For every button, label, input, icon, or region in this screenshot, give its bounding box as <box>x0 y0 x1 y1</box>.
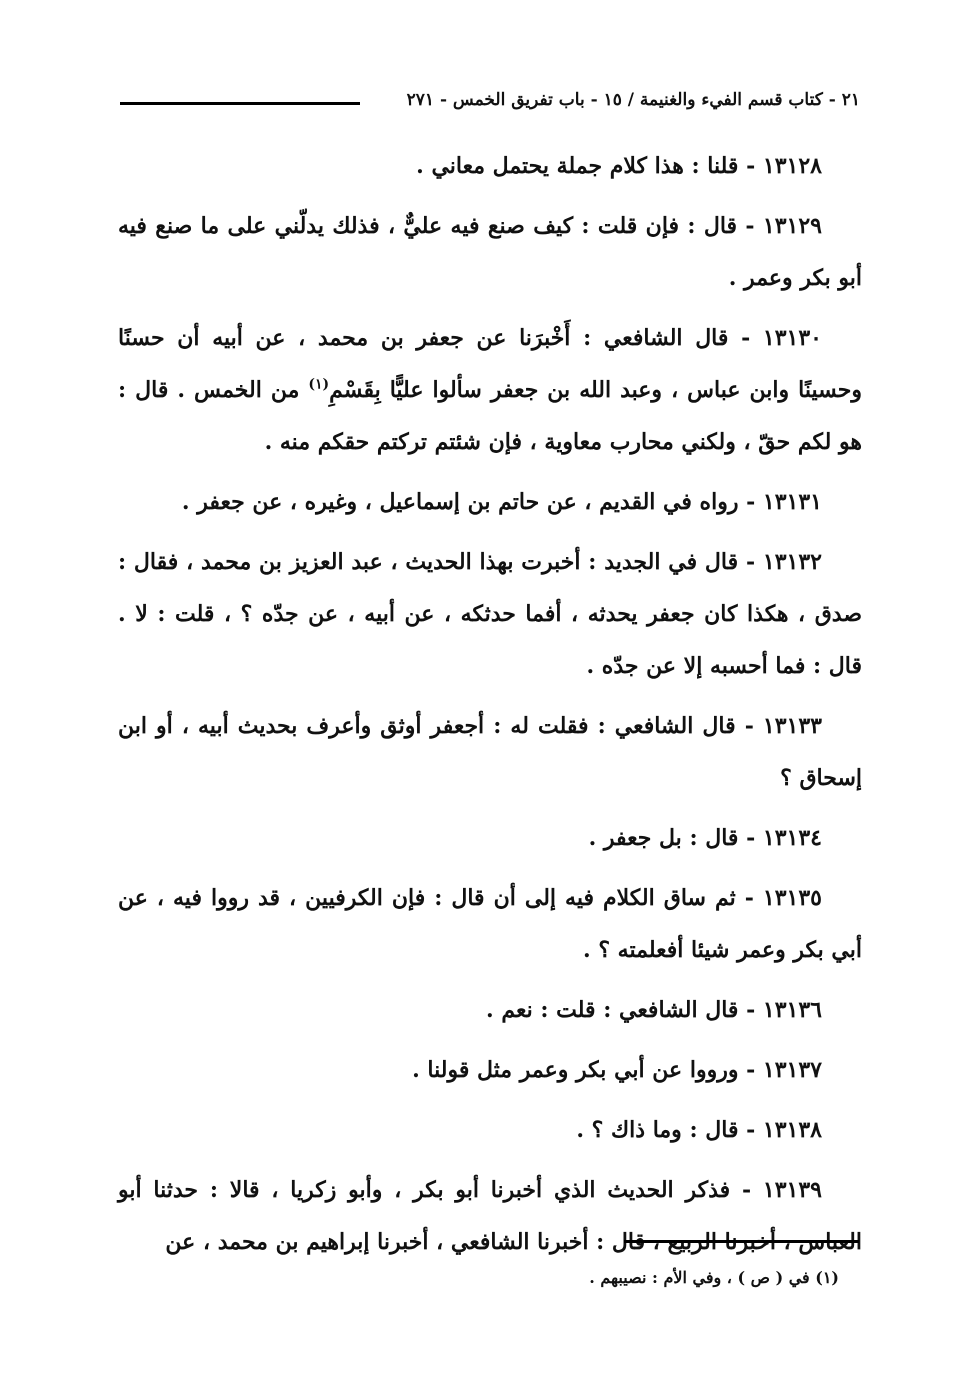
footnote: (١) في ( ص ) ، وفي الأم : نصيبهم . <box>589 1268 839 1287</box>
paragraph-13138: ١٣١٣٨ - قال : وما ذاك ؟ . <box>576 1117 822 1143</box>
paragraph-13130 <box>118 312 862 468</box>
paragraph-13128: ١٣١٢٨ - قلنا : هذا كلام جملة يحتمل معاني . <box>416 153 822 179</box>
footnote-reference: (١) <box>308 376 330 393</box>
footnote-rule <box>624 1240 859 1243</box>
paragraph-13134: ١٣١٣٤ - قال : بل جعفر . <box>588 825 822 851</box>
main-text <box>118 140 862 1276</box>
paragraph-13129: ١٣١٢٩ - قال : فإن قلت : كيف صنع فيه عليٌّ ، فذلك يدلّني على ما صنع فيه أبو بكر وعمر . <box>118 213 862 291</box>
running-header <box>120 86 860 114</box>
paragraph-13130-part2: من الخمس . قال : هو لكم حقّ ، ولكني محارب معاوية ، فإن شئتم تركتم حقكم منه . <box>118 377 862 455</box>
paragraph-13133: ١٣١٣٣ - قال الشافعي : فقلت له : أجعفر أوثق وأعرف بحديث أبيه ، أو ابن إسحاق ؟ <box>118 713 862 791</box>
paragraph-13131: ١٣١٣١ - رواه في القديم ، عن حاتم بن إسماعيل ، وغيره ، عن جعفر . <box>181 489 822 515</box>
paragraph-13135: ١٣١٣٥ - ثم ساق الكلام فيه إلى أن قال : فإن الكرفيين ، قد رووا فيه ، عن أبي بكر وعمر شيئا أفعلمته ؟ . <box>118 885 862 963</box>
paragraph-13130-part1: ١٣١٣٠ - قال الشافعي : أَخْبرَنا عن جعفر بن محمد ، عن أبيه أن حسنًا وحسينًا وابن عباس ، وعبد الله بن جعفر سألوا عليًّا بِقَسْمِ <box>118 325 862 403</box>
paragraph-13136: ١٣١٣٦ - قال الشافعي : قلت : نعم . <box>486 997 822 1023</box>
running-title: ٢١ - كتاب قسم الفيء والغنيمة / ١٥ - باب تفريق الخمس - ٢٧١ <box>406 90 860 110</box>
paragraph-13139: ١٣١٣٩ - فذكر الحديث الذي أخبرنا أبو بكر ، وأبو زكريا ، قالا : حدثنا أبو العباس ، أخبرنا الربيع ، قال : أخبرنا الشافعي ، أخبرنا إبراهيم بن محمد ، عن <box>118 1177 862 1255</box>
paragraph-13137: ١٣١٣٧ - ورووا عن أبي بكر وعمر مثل قولنا . <box>412 1057 822 1083</box>
paragraph-13132: ١٣١٣٢ - قال في الجديد : أخبرت بهذا الحديث ، عبد العزيز بن محمد ، فقال : صدق ، هكذا كان جعفر يحدثه ، أفما حدثكه ، عن أبيه ، عن جدّه ؟ ، قلت : لا . قال : فما أحسبه إلا عن جدّه . <box>118 549 862 679</box>
header-rule <box>120 102 360 105</box>
